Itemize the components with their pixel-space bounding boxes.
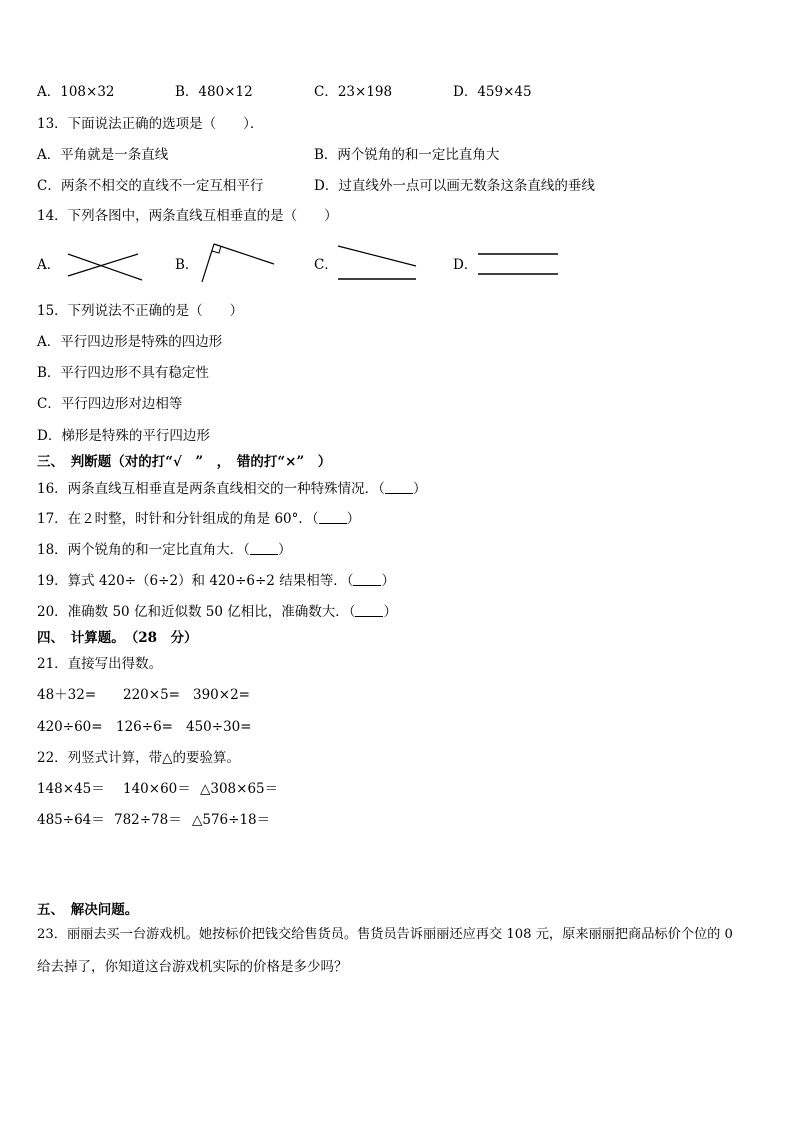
q17-end: ） <box>346 511 361 527</box>
q23-line-2: 给去掉了，你知道这台游戏机实际的价格是多少吗？ <box>37 959 348 975</box>
q12-option-c: C．23×198 <box>314 84 393 100</box>
q19-text: 19．算式 420÷（6÷2）和 420÷6÷2 结果相等．（ <box>37 573 354 589</box>
q18-answer-blank[interactable] <box>250 542 278 555</box>
q15-option-d: D．梯形是特殊的平行四边形 <box>37 428 210 444</box>
q14-label-c: C． <box>314 257 338 273</box>
q21-item-4: 420÷60= <box>37 719 103 735</box>
q22-item-4: 485÷64＝ <box>37 812 105 828</box>
q14-figure-d <box>476 250 561 280</box>
q20-text: 20．准确数 50 亿和近似数 50 亿相比，准确数大．（ <box>37 604 356 620</box>
q14-label-b: B． <box>175 257 199 273</box>
q14-label-d: D． <box>453 257 478 273</box>
q20-end: ） <box>383 604 397 620</box>
q14-figure-c <box>336 244 421 284</box>
q19-line <box>37 572 395 590</box>
q15-option-a: A．平行四边形是特殊的四边形 <box>37 334 223 350</box>
q16-end: ） <box>412 481 427 497</box>
q23-line-1: 23．丽丽去买一台游戏机。她按标价把钱交给售货员。售货员告诉丽丽还应再交 108 元，原来丽丽把商品标价个位的 0 <box>37 927 733 942</box>
section-4-title: 四、 计算题。 （28 分） <box>37 630 198 646</box>
q15-option-c: C．平行四边形对边相等 <box>37 396 183 412</box>
q15-stem: 15．下列说法不正确的是（ ） <box>37 303 244 319</box>
q21-stem: 21．直接写出得数。 <box>37 656 163 672</box>
q18-end: ） <box>277 542 292 558</box>
q13-option-a: A．平角就是一条直线 <box>37 147 169 163</box>
q22-item-1: 148×45＝ <box>37 781 105 797</box>
q14-stem: 14．下列各图中，两条直线互相垂直的是（ ） <box>37 208 338 224</box>
q19-answer-blank[interactable] <box>353 573 381 586</box>
q12-option-b: B．480×12 <box>175 84 253 100</box>
q16-text: 16．两条直线互相垂直是两条直线相交的一种特殊情况．（ <box>37 481 385 497</box>
q21-item-3: 390×2= <box>193 687 250 703</box>
q21-item-6: 450÷30= <box>186 719 252 735</box>
q15-option-b: B．平行四边形不具有稳定性 <box>37 365 209 381</box>
q21-item-1: 48＋32= <box>37 687 97 703</box>
q22-item-3: △308×65＝ <box>200 781 279 797</box>
q13-stem: 13．下面说法正确的选项是（ ）． <box>37 116 264 132</box>
q22-stem: 22．列竖式计算，带△的要验算。 <box>37 750 241 766</box>
q14-figure-a <box>64 246 144 284</box>
q14-figure-b <box>198 240 278 285</box>
q12-option-a: A．108×32 <box>37 84 115 100</box>
q12-option-d: D．459×45 <box>453 84 532 100</box>
q17-answer-blank[interactable] <box>319 511 347 524</box>
q18-text: 18．两个锐角的和一定比直角大．（ <box>37 542 250 558</box>
q13-option-c: C．两条不相交的直线不一定互相平行 <box>37 178 264 194</box>
q20-answer-blank[interactable] <box>355 604 383 617</box>
q17-text: 17．在２时整，时针和分针组成的角是 60°．（ <box>37 511 319 527</box>
section-3-title: 三、 判断题（对的打“√ ” ， 错的打“×” ） <box>37 454 332 470</box>
q21-item-2: 220×5= <box>123 687 180 703</box>
q17-line <box>37 510 360 528</box>
q16-line <box>37 480 426 498</box>
q18-line <box>37 541 291 559</box>
section-5-title: 五、 解决问题。 <box>37 902 139 918</box>
q22-item-2: 140×60＝ <box>123 781 191 797</box>
q13-option-d: D．过直线外一点可以画无数条这条直线的垂线 <box>314 178 595 194</box>
q21-item-5: 126÷6= <box>116 719 173 735</box>
q20-line <box>37 603 397 621</box>
q22-item-6: △576÷18＝ <box>192 812 271 828</box>
q14-label-a: A． <box>37 257 61 273</box>
q13-option-b: B．两个锐角的和一定比直角大 <box>314 147 500 163</box>
q22-item-5: 782÷78＝ <box>114 812 182 828</box>
q19-end: ） <box>381 573 395 589</box>
q16-answer-blank[interactable] <box>385 481 413 494</box>
